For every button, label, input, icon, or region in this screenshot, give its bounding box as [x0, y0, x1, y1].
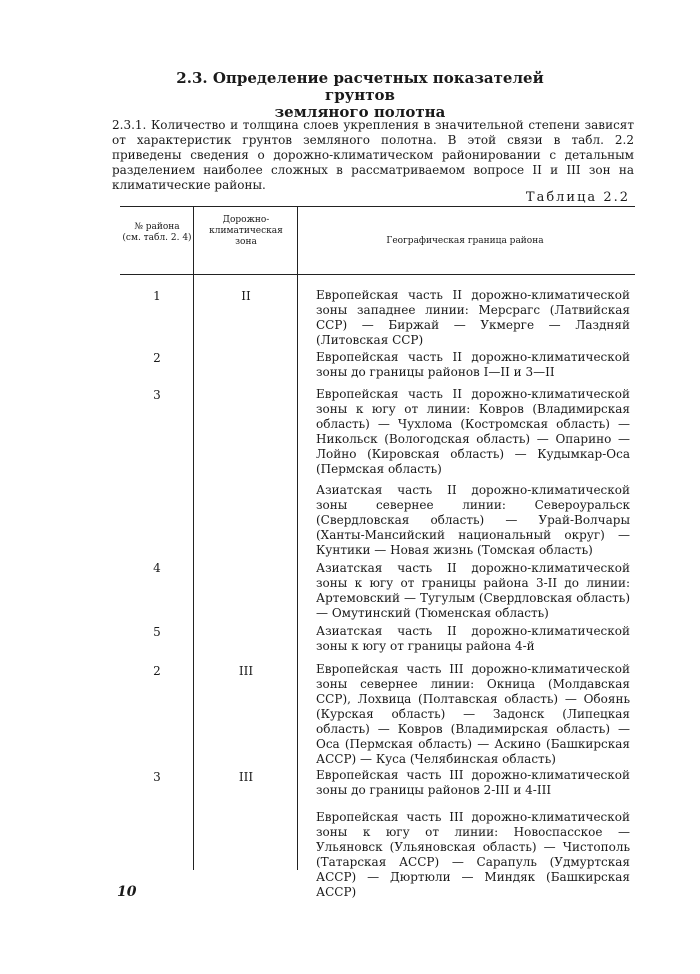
row-3-boundary: Европейская часть II дорожно-климатической зоны к югу от линии: Ковров (Владимирская область) — Чухлома (Костромская область) — Никольск (Вологодская область) — Опарино — Лойно (Кировская область) — Кудымкар-Оса (Пермская область) [316, 387, 630, 476]
table-column-divider-2 [297, 206, 298, 870]
row-4-boundary: Азиатская часть II дорожно-климатической зоны к югу от границы района 3-II до линии: Артемовский — Тугулым (Свердловская область) — Омутинский (Тюменская область) [316, 561, 630, 620]
section-heading [160, 70, 560, 121]
section-title-line2: земляного полотна [274, 103, 446, 121]
header-climate-zone-line2: климатическая [209, 226, 283, 236]
row-7-number: 3 [153, 770, 161, 784]
row-6-zone: III [238, 664, 254, 678]
intro-paragraph: 2.3.1. Количество и толщина слоев укрепления в значительной степени зависят от характеристик грунтов земляного полотна. В этой связи в табл. 2.2 приведены сведения о дорожно-климатическом районировании с детальным разделением наиболее сложных в рассматриваемом вопросе II и III зон на климатические районы. [112, 118, 634, 192]
header-district-number [122, 222, 192, 244]
row-1-boundary: Европейская часть II дорожно-климатической зоны западнее линии: Мерсрагс (Латвийская ССР) — Биржай — Укмерге — Лаздняй (Литовская ССР) [316, 288, 630, 347]
row-2-number: 2 [153, 351, 161, 365]
row-5-boundary: Азиатская часть II дорожно-климатической зоны к югу от границы района 4-й [316, 624, 630, 653]
row-1-zone: II [241, 289, 251, 303]
row-3-number: 3 [153, 388, 161, 402]
row-3b-boundary: Азиатская часть II дорожно-климатической зоны севернее линии: Североуральск (Свердловская область) — Урай-Волчары (Ханты-Мансийский национальный округ) — Кунтики — Новая жизнь (Томская область) [316, 483, 630, 557]
table-top-rule [120, 206, 635, 207]
row-1-number: 1 [153, 289, 161, 303]
row-6-number: 2 [153, 664, 161, 678]
page-number: 10 [117, 884, 137, 900]
table-column-divider-1 [193, 206, 194, 870]
row-7-boundary: Европейская часть III дорожно-климатической зоны до границы районов 2-III и 4-III [316, 768, 630, 797]
row-5-number: 5 [153, 625, 161, 639]
row-2-boundary: Европейская часть II дорожно-климатической зоны до границы районов I—II и 3—II [316, 350, 630, 379]
header-geographic-boundary: Географическая граница района [386, 236, 544, 246]
row-6-boundary: Европейская часть III дорожно-климатической зоны севернее линии: Окница (Молдавская ССР), Лохвица (Полтавская область) — Обоянь (Курская область) — Задонск (Липецкая область) — Ковров (Владимирская область) — Оса (Пермская область) — Аскино (Башкирская АССР) — Куса (Челябинская область) [316, 662, 630, 766]
header-district-number-line1: № района [134, 222, 180, 232]
header-district-number-line2: (см. табл. 2. 4) [122, 233, 192, 243]
row-4-number: 4 [153, 561, 161, 575]
header-climate-zone [196, 215, 296, 248]
row-7b-boundary: Европейская часть III дорожно-климатической зоны к югу от линии: Новоспасское — Ульяновск (Ульяновская область) — Чистополь (Татарская АССР) — Сарапуль (Удмуртская АССР) — Дюртюли — Миндяк (Башкирская АССР) [316, 810, 630, 899]
header-climate-zone-line1: Дорожно- [222, 215, 270, 225]
row-7-zone: III [238, 770, 254, 784]
table-caption: Таблица 2.2 [525, 190, 630, 205]
table-header-rule [120, 274, 635, 275]
header-climate-zone-line3: зона [235, 237, 257, 247]
section-title-line1: 2.3. Определение расчетных показателей грунтов [176, 69, 544, 104]
